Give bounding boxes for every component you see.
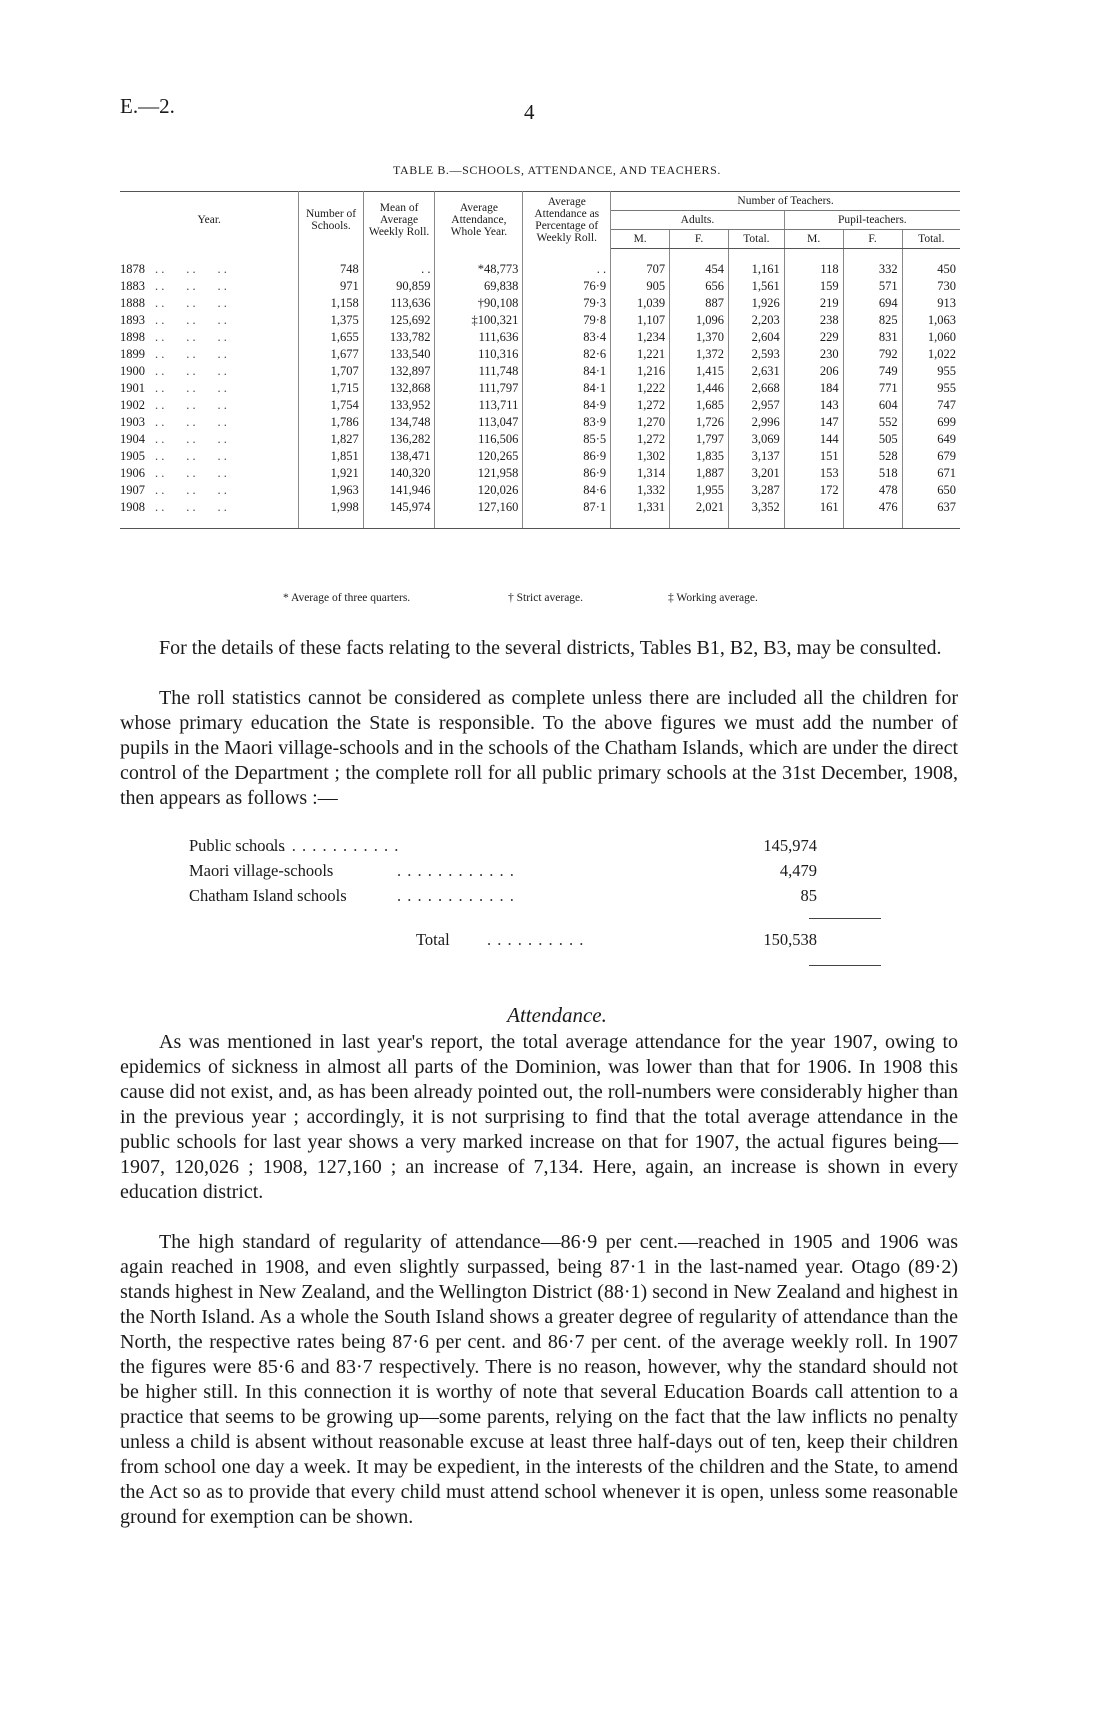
header-adults-f: F. [670, 230, 729, 249]
pupil-m-cell: 229 [784, 329, 843, 346]
year-value: 1883 [120, 279, 145, 293]
attendance-cell: 111,636 [435, 329, 523, 346]
pupil-f-cell: 476 [843, 499, 902, 529]
footnote-working-average: ‡ Working average. [668, 592, 758, 604]
pupil-f-cell: 528 [843, 448, 902, 465]
adults-total-cell: 1,926 [729, 295, 785, 312]
attendance-cell: 69,838 [435, 278, 523, 295]
adults-f-cell: 1,955 [670, 482, 729, 499]
year-cell [120, 380, 299, 397]
summary-label: Public schools [189, 836, 285, 855]
adults-m-cell: 1,234 [611, 329, 670, 346]
adults-total-cell: 3,287 [729, 482, 785, 499]
table-row [120, 363, 960, 380]
mean-roll-cell: 140,320 [363, 465, 435, 482]
year-leader-dots: . . . . . . [155, 279, 227, 293]
header-adults-total: Total. [729, 230, 785, 249]
attendance-cell: 113,047 [435, 414, 523, 431]
summary-label: Maori village-schools [189, 861, 334, 880]
percentage-cell: 79·3 [523, 295, 611, 312]
mean-roll-cell: 90,859 [363, 278, 435, 295]
adults-m-cell: 1,314 [611, 465, 670, 482]
adults-f-cell: 454 [670, 249, 729, 279]
attendance-cell: 127,160 [435, 499, 523, 529]
adults-m-cell: 1,272 [611, 431, 670, 448]
pupil-f-cell: 518 [843, 465, 902, 482]
header-mean-roll: Mean of Average Weekly Roll. [363, 192, 435, 249]
mean-roll-cell: 125,692 [363, 312, 435, 329]
adults-total-cell: 1,561 [729, 278, 785, 295]
schools-cell: 1,998 [299, 499, 363, 529]
percentage-cell: 86·9 [523, 448, 611, 465]
header-percentage: Average Attendance as Percentage of Weekly Roll. [523, 192, 611, 249]
percentage-cell: 84·9 [523, 397, 611, 414]
schools-cell: 1,677 [299, 346, 363, 363]
pupil-f-cell: 771 [843, 380, 902, 397]
adults-total-cell: 2,996 [729, 414, 785, 431]
year-cell [120, 431, 299, 448]
schools-cell: 1,158 [299, 295, 363, 312]
year-cell [120, 414, 299, 431]
pupil-total-cell: 699 [937, 415, 956, 429]
pupil-m-cell: 161 [784, 499, 843, 529]
summary-rule [809, 965, 881, 966]
year-leader-dots: . . . . . . [155, 381, 227, 395]
pupil-total-cell: 955 [937, 381, 956, 395]
year-value: 1888 [120, 296, 145, 310]
attendance-cell: ‡100,321 [435, 312, 523, 329]
summary-leader-dots: . . . . . . . . . . . . [397, 886, 515, 905]
mean-roll-cell: 138,471 [363, 448, 435, 465]
summary-total-value: 150,538 [763, 930, 817, 949]
year-cell [120, 482, 299, 499]
schools-cell: 1,827 [299, 431, 363, 448]
year-value: 1878 [120, 261, 145, 276]
adults-total-cell: 3,137 [729, 448, 785, 465]
mean-roll-cell: 132,868 [363, 380, 435, 397]
year-value: 1907 [120, 483, 145, 497]
adults-f-cell: 1,726 [670, 414, 729, 431]
summary-row [189, 861, 889, 886]
schools-cell: 971 [299, 278, 363, 295]
mean-roll-cell: 145,974 [363, 499, 435, 529]
pupil-f-cell: 792 [843, 346, 902, 363]
adults-m-cell: 1,216 [611, 363, 670, 380]
adults-total-cell: 2,604 [729, 329, 785, 346]
schools-cell: 1,754 [299, 397, 363, 414]
header-adults: Adults. [611, 211, 785, 230]
adults-m-cell: 905 [611, 278, 670, 295]
pupil-total-cell: 955 [937, 364, 956, 378]
pupil-total-cell: 1,060 [927, 330, 956, 344]
adults-f-cell: 1,415 [670, 363, 729, 380]
footnote-strict-average: † Strict average. [508, 592, 584, 604]
pupil-m-cell: 238 [784, 312, 843, 329]
pupil-m-cell: 172 [784, 482, 843, 499]
schools-cell: 1,715 [299, 380, 363, 397]
header-teachers: Number of Teachers. [611, 192, 960, 211]
pupil-f-cell: 332 [843, 249, 902, 279]
adults-total-cell: 1,161 [729, 249, 785, 279]
year-value: 1893 [120, 313, 145, 327]
table-row [120, 380, 960, 397]
adults-m-cell: 1,222 [611, 380, 670, 397]
adults-m-cell: 1,221 [611, 346, 670, 363]
year-leader-dots: . . . . . . [155, 415, 227, 429]
pupil-f-cell: 694 [843, 295, 902, 312]
summary-leader-dots: . . . . . . . . . . . . [397, 861, 515, 880]
year-leader-dots: . . . . . . [155, 296, 227, 310]
header-pupil-total: Total. [902, 230, 960, 249]
pupil-total-cell: 671 [937, 466, 956, 480]
year-value: 1903 [120, 415, 145, 429]
pupil-f-cell: 749 [843, 363, 902, 380]
footnote-three-quarters: * Average of three quarters. [283, 592, 411, 604]
table-body [120, 249, 960, 529]
mean-roll-cell: 133,952 [363, 397, 435, 414]
year-cell [120, 278, 299, 295]
header-year: Year. [120, 192, 299, 249]
schools-attendance-teachers-table [120, 191, 960, 529]
year-value: 1898 [120, 330, 145, 344]
summary-value: 145,974 [763, 836, 817, 855]
percentage-cell: 83·9 [523, 414, 611, 431]
year-cell [120, 346, 299, 363]
pupil-total-cell: 730 [937, 279, 956, 293]
mean-roll-cell: 133,782 [363, 329, 435, 346]
pupil-m-cell: 147 [784, 414, 843, 431]
table-row [120, 414, 960, 431]
page-reference: E.—2. [120, 94, 175, 118]
year-cell [120, 499, 299, 529]
table-row [120, 295, 960, 312]
pupil-m-cell: 144 [784, 431, 843, 448]
schools-cell: 1,963 [299, 482, 363, 499]
mean-roll-cell: . . [363, 249, 435, 279]
adults-m-cell: 1,039 [611, 295, 670, 312]
schools-cell: 1,707 [299, 363, 363, 380]
pupil-total-cell: 747 [937, 398, 956, 412]
year-cell [120, 448, 299, 465]
pupil-total-cell: 450 [937, 262, 956, 276]
year-leader-dots: . . . . . . [155, 432, 227, 446]
year-leader-dots: . . . . . . [155, 330, 227, 344]
table-row [120, 249, 960, 279]
year-cell [120, 329, 299, 346]
pupil-f-cell: 505 [843, 431, 902, 448]
adults-m-cell: 1,302 [611, 448, 670, 465]
year-leader-dots: . . . . . . [155, 347, 227, 361]
mean-roll-cell: 134,748 [363, 414, 435, 431]
pupil-total-cell: 679 [937, 449, 956, 463]
attendance-cell: 120,026 [435, 482, 523, 499]
year-cell [120, 363, 299, 380]
year-cell [120, 465, 299, 482]
header-attendance: Average Attendance, Whole Year. [435, 192, 523, 249]
adults-total-cell: 2,593 [729, 346, 785, 363]
adults-total-cell: 2,957 [729, 397, 785, 414]
pupil-m-cell: 143 [784, 397, 843, 414]
page-number: 4 [524, 100, 535, 124]
paragraph-attendance-1907: As was mentioned in last year's report, the total average attendance for the year 1907, owing to epidemics of sickness in almost all parts of the Dominion, was lower than that for 1906. In 1908 this cause did not exist, and, as has been already pointed out, the roll-numbers were considerably higher than in the previous year ; accordingly, it is not surprising to find that the total average attendance in the public schools for last year shows a very marked increase on that for 1907, the actual figures being—1907, 120,026 ; 1908, 127,160 ; an increase of 7,134. Here, again, an increase is shown in every education district. [120, 1031, 958, 1203]
adults-f-cell: 1,370 [670, 329, 729, 346]
schools-cell: 1,851 [299, 448, 363, 465]
adults-f-cell: 887 [670, 295, 729, 312]
attendance-cell: 121,958 [435, 465, 523, 482]
adults-f-cell: 1,096 [670, 312, 729, 329]
adults-total-cell: 3,069 [729, 431, 785, 448]
percentage-cell: 87·1 [523, 499, 611, 529]
table-row [120, 278, 960, 295]
pupil-m-cell: 219 [784, 295, 843, 312]
pupil-total-cell: 637 [902, 499, 960, 529]
attendance-cell: 110,316 [435, 346, 523, 363]
summary-total-row [189, 930, 889, 955]
schools-cell: 1,786 [299, 414, 363, 431]
header-pupil-m: M. [784, 230, 843, 249]
pupil-m-cell: 153 [784, 465, 843, 482]
year-cell [120, 249, 299, 279]
mean-roll-cell: 133,540 [363, 346, 435, 363]
paragraph-roll-statistics: The roll statistics cannot be considered as complete unless there are included all the children for whose primary education the State is responsible. To the above figures we must add the number of pupils in the Maori village-schools and in the schools of the Chatham Islands, which are under the direct control of the Department ; the complete roll for all public primary schools at the 31st December, 1908, then appears as follows :— [120, 687, 958, 809]
pupil-f-cell: 571 [843, 278, 902, 295]
pupil-f-cell: 478 [843, 482, 902, 499]
pupil-total-cell: 649 [937, 432, 956, 446]
attendance-cell: 120,265 [435, 448, 523, 465]
paragraph-details: For the details of these facts relating to the several districts, Tables B1, B2, B3, may be consulted. [159, 637, 942, 659]
table-row [120, 482, 960, 499]
year-leader-dots: . . . . . . [155, 500, 227, 514]
pupil-total-cell: 1,022 [927, 347, 956, 361]
adults-total-cell: 3,352 [729, 499, 785, 529]
year-value: 1899 [120, 347, 145, 361]
year-leader-dots: . . . . . . [155, 449, 227, 463]
adults-total-cell: 2,631 [729, 363, 785, 380]
table-row [120, 312, 960, 329]
mean-roll-cell: 136,282 [363, 431, 435, 448]
adults-m-cell: 1,270 [611, 414, 670, 431]
adults-f-cell: 1,446 [670, 380, 729, 397]
adults-f-cell: 2,021 [670, 499, 729, 529]
summary-value: 4,479 [779, 861, 817, 880]
pupil-m-cell: 184 [784, 380, 843, 397]
attendance-cell: †90,108 [435, 295, 523, 312]
table-row [120, 499, 960, 529]
table-row [120, 346, 960, 363]
pupil-f-cell: 552 [843, 414, 902, 431]
attendance-cell: 113,711 [435, 397, 523, 414]
pupil-m-cell: 159 [784, 278, 843, 295]
table-title: TABLE B.—SCHOOLS, ATTENDANCE, AND TEACHERS. [393, 163, 721, 177]
summary-leader-dots: . . . . . . . . . . . . . . [261, 836, 400, 855]
header-pupil-f: F. [843, 230, 902, 249]
year-leader-dots: . . . . . . [155, 466, 227, 480]
percentage-cell: . . [523, 249, 611, 279]
schools-cell: 1,921 [299, 465, 363, 482]
adults-f-cell: 1,887 [670, 465, 729, 482]
table-row [120, 329, 960, 346]
pupil-total-cell: 913 [937, 296, 956, 310]
adults-m-cell: 1,272 [611, 397, 670, 414]
pupil-f-cell: 831 [843, 329, 902, 346]
year-value: 1901 [120, 381, 145, 395]
table-row [120, 397, 960, 414]
percentage-cell: 76·9 [523, 278, 611, 295]
schools-cell: 1,375 [299, 312, 363, 329]
table-row [120, 465, 960, 482]
percentage-cell: 84·1 [523, 363, 611, 380]
adults-m-cell: 707 [611, 249, 670, 279]
adults-m-cell: 1,107 [611, 312, 670, 329]
adults-f-cell: 1,685 [670, 397, 729, 414]
year-value: 1902 [120, 398, 145, 412]
year-value: 1906 [120, 466, 145, 480]
percentage-cell: 84·1 [523, 380, 611, 397]
year-value: 1900 [120, 364, 145, 378]
adults-f-cell: 1,835 [670, 448, 729, 465]
adults-f-cell: 656 [670, 278, 729, 295]
pupil-total-cell: 650 [937, 483, 956, 497]
pupil-f-cell: 604 [843, 397, 902, 414]
year-value: 1908 [120, 500, 145, 514]
pupil-m-cell: 151 [784, 448, 843, 465]
percentage-cell: 82·6 [523, 346, 611, 363]
header-adults-m: M. [611, 230, 670, 249]
year-cell [120, 397, 299, 414]
summary-leader-dots: . . . . . . . . . . [487, 930, 585, 949]
year-cell [120, 312, 299, 329]
attendance-cell: 111,797 [435, 380, 523, 397]
year-leader-dots: . . . . . . [155, 483, 227, 497]
table-row [120, 431, 960, 448]
summary-label: Chatham Island schools [189, 886, 347, 905]
summary-total-label: Total [416, 930, 450, 949]
pupil-total-cell: 1,063 [927, 313, 956, 327]
attendance-cell: *48,773 [435, 249, 523, 279]
section-heading: Attendance. [507, 1003, 607, 1027]
percentage-cell: 86·9 [523, 465, 611, 482]
adults-total-cell: 2,203 [729, 312, 785, 329]
schools-cell: 748 [299, 249, 363, 279]
year-value: 1904 [120, 432, 145, 446]
header-schools: Number of Schools. [299, 192, 363, 249]
adults-m-cell: 1,331 [611, 499, 670, 529]
year-value: 1905 [120, 449, 145, 463]
pupil-m-cell: 230 [784, 346, 843, 363]
attendance-cell: 116,506 [435, 431, 523, 448]
summary-value: 85 [800, 886, 817, 905]
mean-roll-cell: 141,946 [363, 482, 435, 499]
attendance-cell: 111,748 [435, 363, 523, 380]
adults-total-cell: 2,668 [729, 380, 785, 397]
percentage-cell: 79·8 [523, 312, 611, 329]
mean-roll-cell: 113,636 [363, 295, 435, 312]
adults-total-cell: 3,201 [729, 465, 785, 482]
year-leader-dots: . . . . . . [155, 364, 227, 378]
pupil-m-cell: 118 [784, 249, 843, 279]
table-row [120, 448, 960, 465]
adults-m-cell: 1,332 [611, 482, 670, 499]
adults-f-cell: 1,372 [670, 346, 729, 363]
schools-cell: 1,655 [299, 329, 363, 346]
header-pupil-teachers: Pupil-teachers. [784, 211, 960, 230]
percentage-cell: 84·6 [523, 482, 611, 499]
summary-rule [809, 918, 881, 919]
year-leader-dots: . . . . . . [155, 398, 227, 412]
roll-summary [189, 836, 889, 955]
pupil-m-cell: 206 [784, 363, 843, 380]
adults-f-cell: 1,797 [670, 431, 729, 448]
year-leader-dots: . . . . . . [155, 261, 227, 276]
mean-roll-cell: 132,897 [363, 363, 435, 380]
summary-row [189, 836, 889, 861]
summary-row [189, 886, 889, 911]
percentage-cell: 83·4 [523, 329, 611, 346]
year-leader-dots: . . . . . . [155, 313, 227, 327]
pupil-f-cell: 825 [843, 312, 902, 329]
year-cell [120, 295, 299, 312]
paragraph-regularity: The high standard of regularity of attendance—86·9 per cent.—reached in 1905 and 1906 was again reached in 1908, and even slightly surpassed, being 87·1 in the last-named year. Otago (89·2) stands highest in New Zealand, and the Wellington District (88·1) second in New Zealand and highest in the North Island. As a whole the South Island shows a greater degree of regularity of attendance than the North, the respective rates being 87·6 per cent. and 86·7 per cent. of the average weekly roll. In 1907 the figures were 85·6 and 83·7 respectively. There is no reason, however, why the standard should not be higher still. In this connection it is worthy of note that several Education Boards call attention to a practice that seems to be growing up—some parents, relying on the fact that the law inflicts no penalty unless a child is absent without reasonable excuse at least three half-days out of ten, keep their children from school one day a week. It may be expedient, in the interests of the children and the State, to amend the Act so as to provide that every child must attend school whenever it is open, unless some reasonable ground for exemption can be shown. [120, 1231, 958, 1528]
percentage-cell: 85·5 [523, 431, 611, 448]
